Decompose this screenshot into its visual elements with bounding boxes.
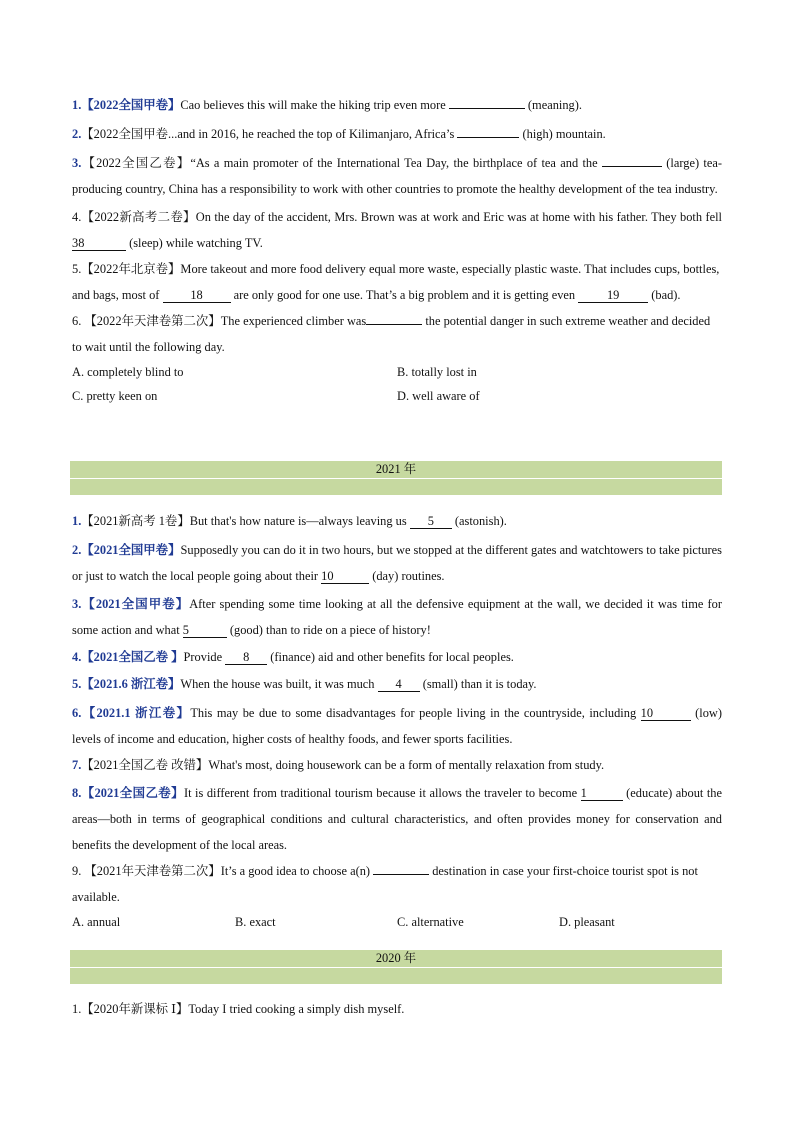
question-source: 【2021全国乙卷】 xyxy=(81,786,184,800)
question-text: More takeout and more food delivery equal more waste, especially plastic waste. That includes cups, bottles, and bags, most of xyxy=(72,262,720,302)
question-source: 【2022全国甲卷... xyxy=(81,127,178,141)
answer-blank[interactable]: 5 xyxy=(183,623,227,638)
year-header-2020 xyxy=(70,950,722,984)
question-number: 1. xyxy=(72,1002,82,1016)
year-header-2021 xyxy=(70,461,722,495)
question-text-end: (low) levels of income and education, higher costs of healthy foods, and fewer sports facilities. xyxy=(72,706,723,746)
question-text: and in 2016, he reached the top of Kilimanjaro, Africa’s xyxy=(177,127,458,141)
option-b[interactable]: B. exact xyxy=(235,915,276,929)
question-text: Supposedly you can do it in two hours, but we stopped at the different gates and watchtowers to take pictures or just to watch the local people going about their xyxy=(72,543,722,583)
option-b[interactable]: B. totally lost in xyxy=(397,365,477,379)
divider xyxy=(70,967,722,968)
question-number: 9. xyxy=(72,864,82,878)
question-source: 【2022年北京卷】 xyxy=(81,262,181,276)
question-number: 2. xyxy=(72,127,82,141)
question-text-end: the potential danger in such extreme weather and decided to wait until the following day. xyxy=(72,314,711,354)
question-2021-4 xyxy=(72,644,722,670)
question-source: 【2021全国甲卷】 xyxy=(81,543,181,557)
option-d[interactable]: D. pleasant xyxy=(559,915,615,929)
divider xyxy=(70,478,722,479)
question-text-end: destination in case your first-choice tourist spot is not available. xyxy=(72,864,698,904)
question-number: 3. xyxy=(72,156,82,170)
question-text: Today I tried cooking a simply dish myself. xyxy=(188,1002,405,1016)
question-source: 【2021.1 浙江卷】 xyxy=(81,706,191,720)
question-text-end: (good) than to ride on a piece of history! xyxy=(226,623,431,637)
question-number: 2. xyxy=(72,543,82,557)
question-text-end: (finance) aid and other benefits for local peoples. xyxy=(267,650,514,664)
options-row xyxy=(72,910,722,934)
question-text: It’s a good idea to choose a(n) xyxy=(220,864,374,878)
answer-blank[interactable] xyxy=(457,137,519,138)
question-text: After spending some time looking at all the defensive equipment at the wall, we decided it was time for some action and what xyxy=(72,597,722,637)
options-row xyxy=(72,360,722,384)
question-number: 6. xyxy=(72,314,82,328)
question-text-end: (large) tea-producing country, China has a responsibility to work with other countries to promote the healthy development of the tea industry. xyxy=(72,156,722,196)
option-d[interactable]: D. well aware of xyxy=(397,389,480,403)
question-text: Cao believes this will make the hiking trip even more xyxy=(180,98,449,112)
question-text-end: (meaning). xyxy=(524,98,582,112)
option-a[interactable]: A. completely blind to xyxy=(72,365,184,379)
question-text: But that's how nature is—always leaving us xyxy=(189,514,410,528)
question-text: Provide xyxy=(183,650,226,664)
question-text-end: (educate) about the areas—both in terms of geographical conditions and cultural characteristics, and often provides money for conservation and benefits the development of the local areas. xyxy=(72,786,723,852)
answer-blank[interactable] xyxy=(602,166,662,167)
question-number: 1. xyxy=(72,514,82,528)
answer-blank[interactable]: 5 xyxy=(410,514,452,529)
answer-blank[interactable] xyxy=(449,108,525,109)
question-number: 7. xyxy=(72,758,82,772)
question-2021-7 xyxy=(72,752,722,778)
answer-blank[interactable]: 4 xyxy=(378,677,420,692)
question-source: 【2021年天津卷第二次】 xyxy=(84,864,221,878)
question-text: What's most, doing housework can be a form of mentally relaxation from study. xyxy=(208,758,605,772)
question-source: 【2021全国乙卷 改错】 xyxy=(81,758,209,772)
answer-blank[interactable]: 10 xyxy=(641,706,691,721)
question-text: “As a main promoter of the International Tea Day, the birthplace of tea and the xyxy=(190,156,602,170)
question-2021-3 xyxy=(72,591,722,643)
answer-blank[interactable] xyxy=(366,324,422,325)
options-row xyxy=(72,384,722,408)
question-2021-2 xyxy=(72,537,722,589)
answer-blank[interactable]: 18 xyxy=(163,288,231,303)
question-2020-1 xyxy=(72,996,722,1022)
question-number: 8. xyxy=(72,786,82,800)
question-text-end: (astonish). xyxy=(451,514,507,528)
question-2022-1 xyxy=(72,92,722,118)
question-number: 5. xyxy=(72,262,82,276)
section-2022 xyxy=(72,92,722,408)
question-number: 6. xyxy=(72,706,82,720)
question-text-end: (sleep) while watching TV. xyxy=(126,236,263,250)
question-source: 【2020年新课标 Ⅰ】 xyxy=(81,1002,189,1016)
question-number: 4. xyxy=(72,210,82,224)
question-text-end: (day) routines. xyxy=(369,569,445,583)
question-text: The experienced climber was xyxy=(220,314,367,328)
option-c[interactable]: C. pretty keen on xyxy=(72,389,158,403)
question-text: It is different from traditional tourism because it allows the traveler to become xyxy=(183,786,581,800)
question-2021-5 xyxy=(72,671,722,697)
question-text: On the day of the accident, Mrs. Brown was at work and Eric was at home with his father. They both fell xyxy=(195,210,722,224)
question-2021-6 xyxy=(72,700,722,752)
question-2022-3 xyxy=(72,150,722,202)
question-2022-2 xyxy=(72,121,722,147)
question-2021-1 xyxy=(72,508,722,534)
question-2022-6 xyxy=(72,308,722,360)
question-source: 【2021全国甲卷】 xyxy=(81,597,190,611)
question-text-mid: are only good for one use. That’s a big problem and it is getting even xyxy=(230,288,579,302)
question-source: 【2021全国乙卷 】 xyxy=(81,650,184,664)
answer-blank[interactable]: 1 xyxy=(581,786,623,801)
year-label: 2020 年 xyxy=(375,951,417,965)
question-2021-8 xyxy=(72,780,722,858)
question-source: 【2022全国甲卷】 xyxy=(81,98,181,112)
question-source: 【2022新高考二卷】 xyxy=(81,210,196,224)
answer-blank[interactable] xyxy=(373,874,429,875)
section-2021 xyxy=(72,508,722,934)
question-text-end: (bad). xyxy=(648,288,681,302)
question-source: 【2022年天津卷第二次】 xyxy=(84,314,221,328)
question-2022-5 xyxy=(72,256,722,308)
question-number: 4. xyxy=(72,650,82,664)
answer-blank[interactable]: 10 xyxy=(321,569,369,584)
question-2022-4 xyxy=(72,204,722,256)
option-c[interactable]: C. alternative xyxy=(397,915,464,929)
question-text: This may be due to some disadvantages for people living in the countryside, including xyxy=(190,706,641,720)
question-2021-9 xyxy=(72,858,722,910)
question-source: 【2021新高考 1卷】 xyxy=(81,514,190,528)
question-number: 3. xyxy=(72,597,82,611)
question-source: 【2021.6 浙江卷】 xyxy=(81,677,181,691)
question-text: When the house was built, it was much xyxy=(180,677,378,691)
question-text-end: (high) mountain. xyxy=(519,127,606,141)
section-2020 xyxy=(72,996,722,1022)
question-source: 【2022全国乙卷】 xyxy=(81,156,191,170)
question-number: 5. xyxy=(72,677,82,691)
answer-blank[interactable]: 38 xyxy=(72,236,126,251)
answer-blank[interactable]: 8 xyxy=(225,650,267,665)
answer-blank[interactable]: 19 xyxy=(578,288,648,303)
question-text-end: (small) than it is today. xyxy=(419,677,537,691)
year-label: 2021 年 xyxy=(375,462,417,476)
option-a[interactable]: A. annual xyxy=(72,915,121,929)
question-number: 1. xyxy=(72,98,82,112)
